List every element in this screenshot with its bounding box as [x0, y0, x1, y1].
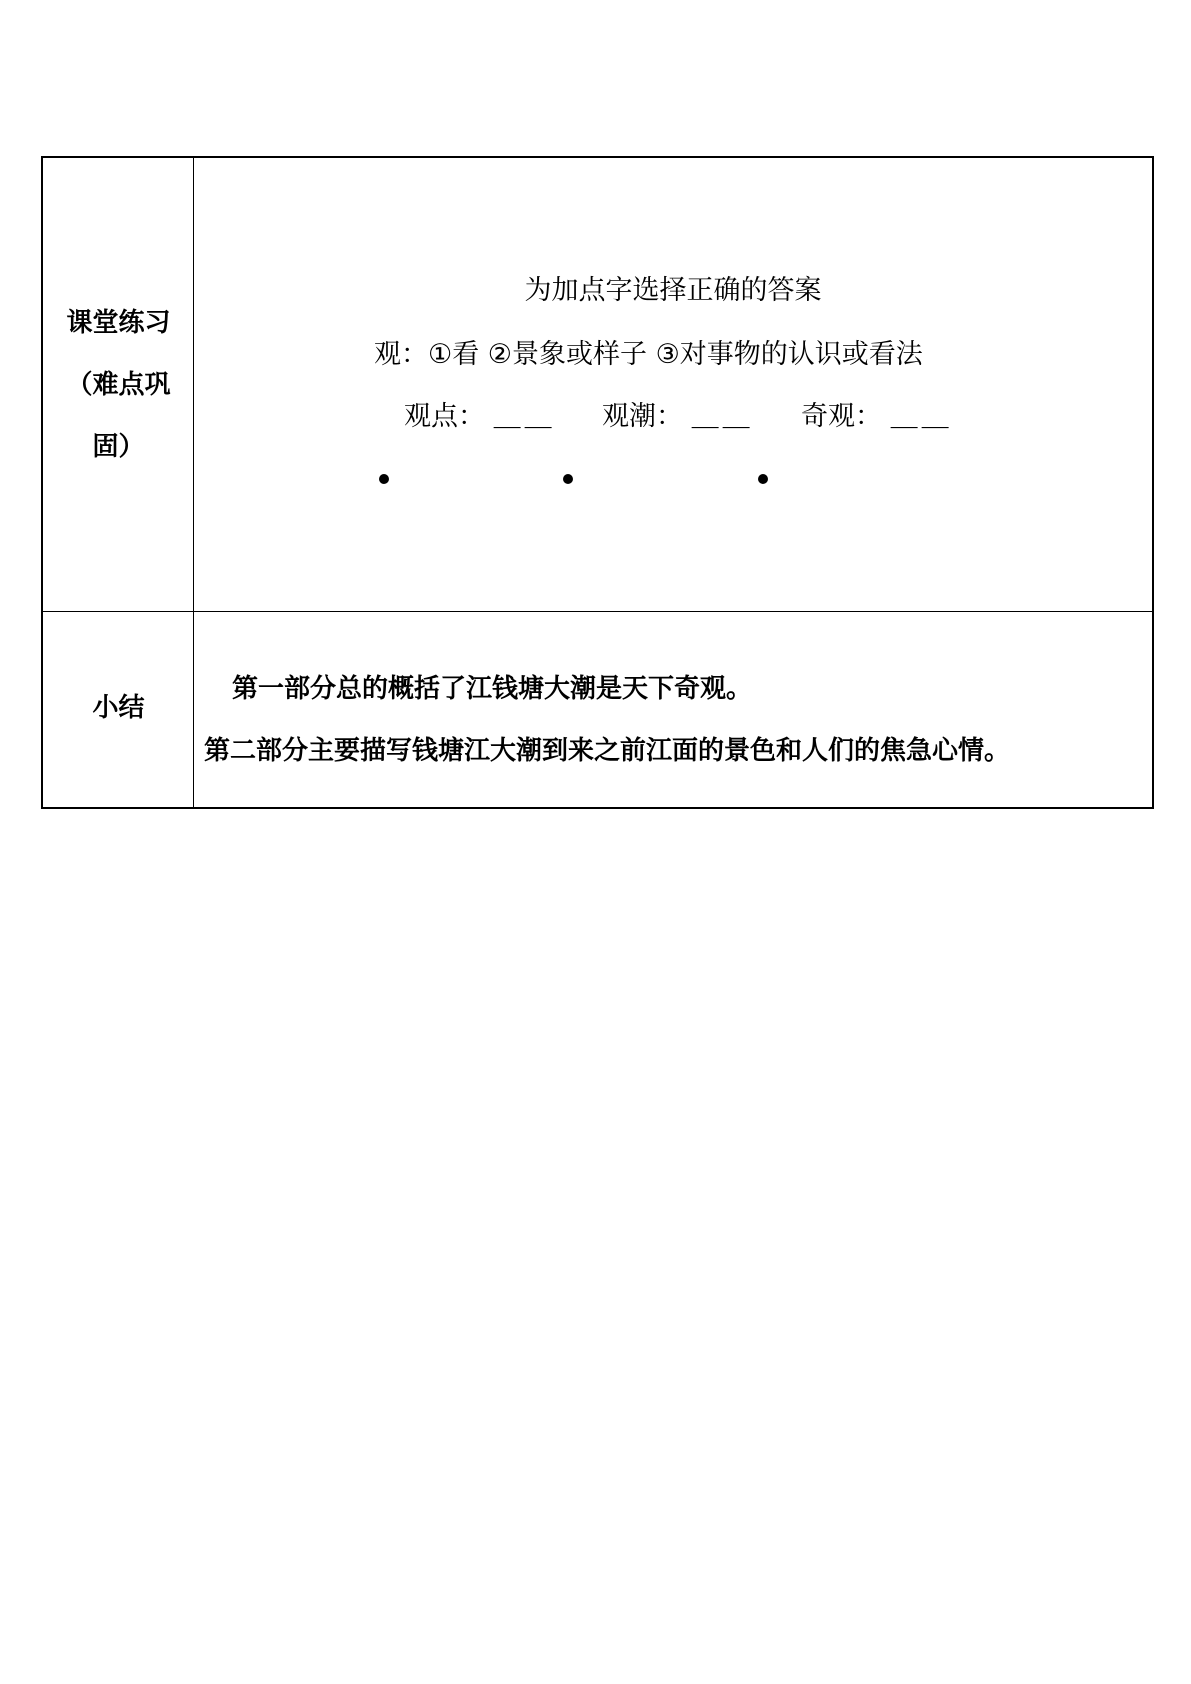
lesson-table [41, 156, 1154, 809]
question-item-word: 奇观： [801, 401, 882, 432]
question-item [801, 394, 953, 433]
practice-label-line-1: 课堂练习 [66, 308, 171, 338]
question-item-word: 观点： [404, 401, 485, 432]
answer-blank[interactable]: ＿＿ [890, 401, 953, 432]
question-options: 观：①看 ②景象或样子 ③对事物的认识或看法 [374, 339, 923, 370]
summary-line-2: 第二部分主要描写钱塘江大潮到来之前江面的景色和人们的焦急心情。 [204, 736, 1011, 766]
summary-label: 小结 [92, 693, 145, 723]
answer-blank[interactable]: ＿＿ [691, 401, 754, 432]
emphasis-dot-icon [758, 474, 768, 484]
practice-content-cell [194, 158, 1152, 611]
summary-content-cell [194, 612, 1152, 807]
practice-label-line-2: （难点巩 [66, 370, 171, 400]
summary-label-cell [43, 612, 194, 807]
emphasis-dot-icon [379, 474, 389, 484]
summary-row [43, 612, 1152, 807]
practice-label-cell [43, 158, 194, 611]
question-items [194, 394, 1152, 434]
question-item [602, 394, 754, 433]
practice-label-line-3: 固） [92, 432, 145, 462]
summary-line-1: 第一部分总的概括了江钱塘大潮是天下奇观。 [232, 674, 753, 704]
practice-row [43, 158, 1152, 612]
question-item-word: 观潮： [602, 401, 683, 432]
emphasis-dot-icon [563, 474, 573, 484]
question-item [404, 394, 556, 433]
question-title: 为加点字选择正确的答案 [524, 275, 822, 306]
answer-blank[interactable]: ＿＿ [493, 401, 556, 432]
practice-label [43, 292, 194, 478]
